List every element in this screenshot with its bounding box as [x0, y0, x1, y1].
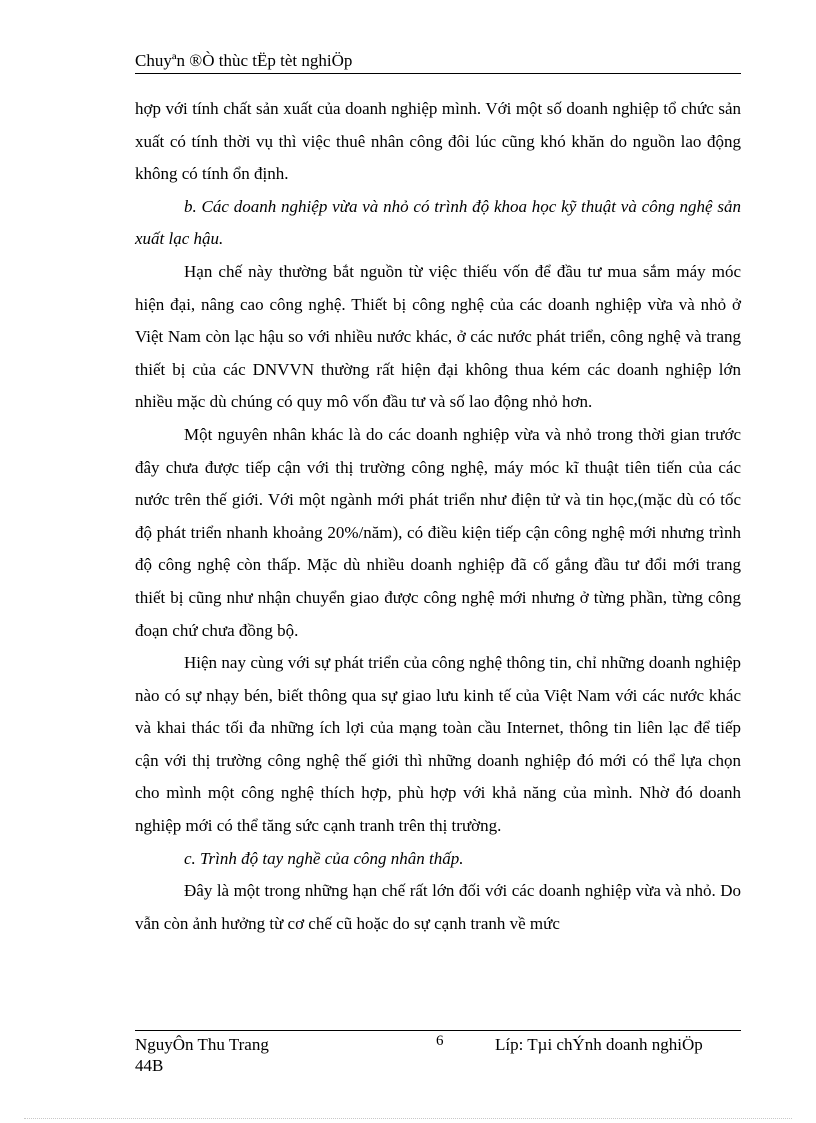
paragraph: Một nguyên nhân khác là do các doanh nghiệp vừa và nhỏ trong thời gian trước đây chưa được tiếp cận với thị trường công nghệ, máy móc kĩ thuật tiên tiến của các nước trên thế giới. Với một ngành mới phát triển như điện tử và tin học,(mặc dù có tốc độ phát triển nhanh khoảng 20%/năm), có điều kiện tiếp cận công nghệ mới nhưng trình độ công nghệ còn thấp. Mặc dù nhiều doanh nghiệp đã cố gắng đầu tư đổi mới trang thiết bị cũng như nhận chuyển giao được công nghệ mới nhưng ở từng phần, từng công đoạn chứ chưa đồng bộ. [135, 424, 741, 640]
paragraph: Đây là một trong những hạn chế rất lớn đối với các doanh nghiệp vừa và nhỏ. Do vẫn còn ảnh hưởng từ cơ chế cũ hoặc do sự cạnh tranh về mức [135, 881, 741, 933]
paragraph: Hiện nay cùng với sự phát triển của công nghệ thông tin, chỉ những doanh nghiệp nào có sự nhạy bén, biết thông qua sự giao lưu kinh tế của Việt Nam với các nước khác và khai thác tối đa những ích lợi của mạng toàn cầu Internet, thông tin liên lạc để tiếp cận với thị trường công nghệ thế giới thì những doanh nghiệp đó mới có thể lựa chọn cho mình một công nghệ thích hợp, phù hợp với khả năng của mình. Nhờ đó doanh nghiệp mới có thể tăng sức cạnh tranh trên thị trường. [135, 653, 741, 836]
footer-author: NguyÔn Thu Trang [135, 1035, 269, 1054]
paragraph: Hạn chế này thường bắt nguồn từ việc thiếu vốn để đầu tư mua sắm máy móc hiện đại, nâng cao công nghệ. Thiết bị công nghệ của các doanh nghiệp vừa và nhỏ ở Việt Nam còn lạc hậu so với nhiều nước khác, ở các nước phát triển, công nghệ và trang thiết bị của các DNVVN thường rất hiện đại không thua kém các doanh nghiệp lớn nhiều mặc dù chúng có quy mô vốn đầu tư và số lao động nhỏ hơn. [135, 261, 741, 412]
section-heading-c: c. Trình độ tay nghề của công nhân thấp. [184, 848, 464, 868]
page-number: 6 [436, 1033, 444, 1049]
paragraph-continuation: hợp với tính chất sản xuất của doanh nghiệp mình. Với một số doanh nghiệp tổ chức sản xuất có tính thời vụ thì việc thuê nhân công đôi lúc cũng khó khăn do nguồn lao động không có tính ổn định. [135, 99, 741, 184]
footer-author-block [135, 1034, 269, 1076]
footer-class-code: 44B [135, 1056, 164, 1075]
section-heading-b: b. Các doanh nghiệp vừa và nhỏ có trình độ khoa học kỹ thuật và công nghệ sản xuất lạc hậu. [135, 196, 741, 249]
page-bottom-edge [24, 1118, 792, 1119]
document-body [135, 93, 741, 940]
header-divider [135, 73, 741, 74]
footer-class-name: Líp: Tµi chÝnh doanh nghiÖp [495, 1035, 703, 1054]
page-header-title: Chuyªn ®Ò thùc tËp tèt nghiÖp [135, 51, 353, 70]
